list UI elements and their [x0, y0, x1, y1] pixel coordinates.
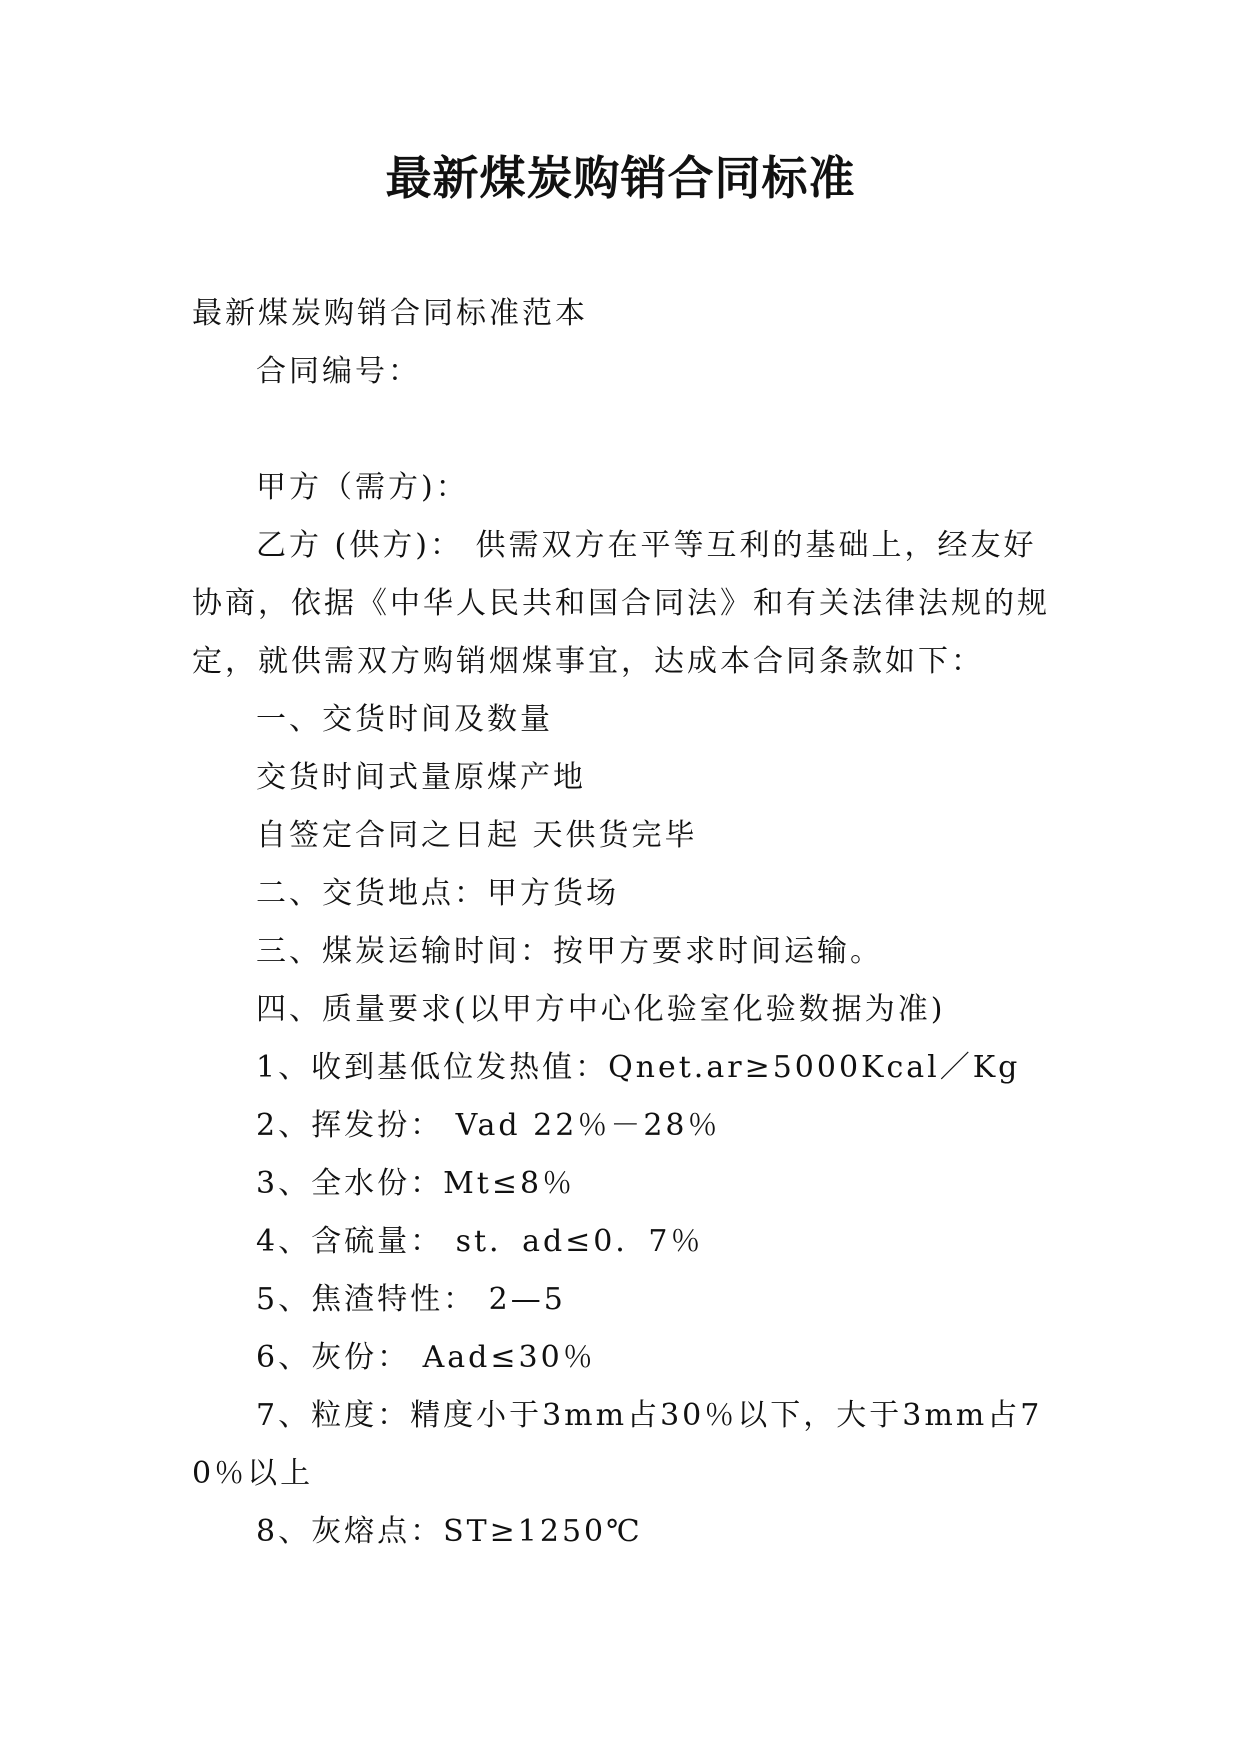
quality-item-coke-residue: 5、焦渣特性： 2—5 — [256, 1282, 566, 1317]
quality-item-volatile: 2、挥发扮： Vad 22％－28％ — [256, 1108, 721, 1143]
document-body — [192, 285, 1062, 1561]
document-title: 最新煤炭购销合同标准 — [385, 151, 856, 205]
party-a-label: 甲方（需方)： — [256, 470, 469, 505]
section-transport-time: 三、煤炭运输时间：按甲方要求时间运输。 — [256, 934, 883, 969]
section-quality-heading: 四、质量要求(以甲方中心化验室化验数据为准) — [256, 992, 946, 1027]
quality-item-sulfur: 4、含硫量： st．ad≤0．7％ — [256, 1224, 704, 1259]
quality-item-calorific: 1、收到基低位发热值：Qnet.ar≥5000Kcal／Kg — [256, 1050, 1021, 1085]
section-delivery-time-heading: 一、交货时间及数量 — [256, 702, 553, 737]
blank-line — [192, 401, 1062, 459]
party-b-intro-paragraph: 乙方 (供方)： 供需双方在平等互利的基础上，经友好协商，依据《中华人民共和国合同法》和有关法律法规的规定，就供需双方购销烟煤事宜，达成本合同条款如下： — [192, 528, 1050, 679]
quality-item-moisture: 3、全水份：Mt≤8％ — [256, 1166, 576, 1201]
quality-item-granularity: 7、粒度：精度小于3mm占30％以下，大于3mm占70％以上 — [192, 1398, 1043, 1491]
delivery-term-text: 自签定合同之日起 天供货完毕 — [256, 818, 698, 853]
contract-number-label: 合同编号： — [256, 354, 421, 389]
quality-item-ash-fusion: 8、灰熔点：ST≥1250℃ — [256, 1514, 643, 1549]
delivery-table-header-text: 交货时间式量原煤产地 — [256, 760, 586, 795]
section-delivery-location: 二、交货地点：甲方货场 — [256, 876, 619, 911]
quality-item-ash: 6、灰份： Aad≤30％ — [256, 1340, 596, 1375]
document-subtitle: 最新煤炭购销合同标准范本 — [192, 296, 588, 331]
